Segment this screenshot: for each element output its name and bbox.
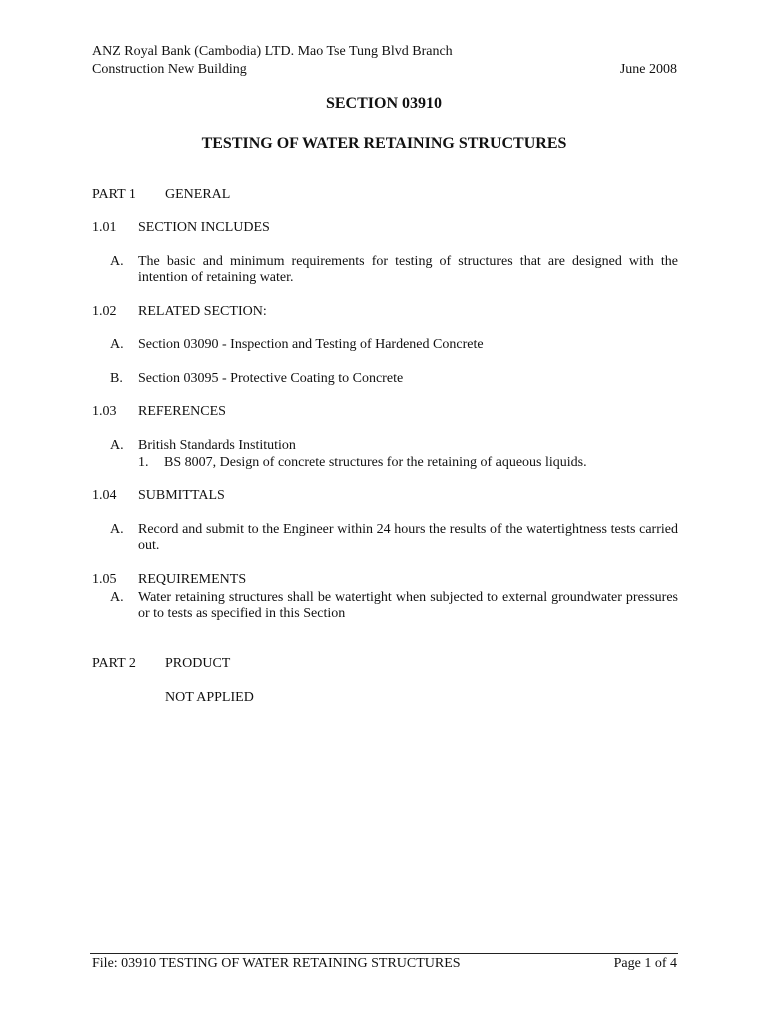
clause-1-03-subitem-1-number: 1.: [138, 455, 149, 470]
clause-1-01-item-a-text: The basic and minimum requirements for testing of structures that are designed with the intention of retaining water.: [138, 254, 678, 285]
part2-label: PRODUCT: [165, 656, 231, 671]
header-date: June 2008: [619, 62, 677, 77]
section-title: SECTION 03910: [325, 95, 443, 112]
clause-1-02-item-b-letter: B.: [110, 371, 123, 386]
clause-1-05-item-a-text: Water retaining structures shall be watertight when subjected to external groundwater pressures or to tests as specified in this Section: [138, 590, 678, 621]
footer-file: File: 03910 TESTING OF WATER RETAINING STRUCTURES: [92, 956, 461, 971]
clause-1-04-label: SUBMITTALS: [138, 488, 225, 503]
clause-1-01-label: SECTION INCLUDES: [138, 220, 270, 235]
clause-1-01-number: 1.01: [92, 220, 117, 235]
clause-1-05-label: REQUIREMENTS: [138, 572, 247, 587]
header-project: Construction New Building: [92, 62, 247, 77]
clause-1-04-item-a-text: Record and submit to the Engineer within 24 hours the results of the watertightness tests carried out.: [138, 522, 678, 553]
clause-1-02-label: RELATED SECTION:: [138, 304, 267, 319]
part1-number: PART 1: [92, 187, 136, 202]
clause-1-03-label: REFERENCES: [138, 404, 226, 419]
clause-1-03-number: 1.03: [92, 404, 117, 419]
clause-1-05-item-a-letter: A.: [110, 590, 124, 605]
clause-1-02-item-a-letter: A.: [110, 337, 124, 352]
clause-1-02-item-a-text: Section 03090 - Inspection and Testing of Hardened Concrete: [138, 337, 484, 352]
header-company: ANZ Royal Bank (Cambodia) LTD. Mao Tse Tung Blvd Branch: [92, 44, 453, 59]
clause-1-03-item-a-letter: A.: [110, 438, 124, 453]
clause-1-04-number: 1.04: [92, 488, 117, 503]
clause-1-02-item-b-text: Section 03095 - Protective Coating to Concrete: [138, 371, 404, 386]
clause-1-03-item-a-text: British Standards Institution: [138, 438, 296, 453]
part2-note: NOT APPLIED: [165, 690, 254, 705]
clause-1-01-item-a-letter: A.: [110, 254, 124, 269]
clause-1-03-subitem-1-text: BS 8007, Design of concrete structures for the retaining of aqueous liquids.: [164, 455, 587, 470]
clause-1-05-number: 1.05: [92, 572, 117, 587]
footer-rule: [90, 953, 678, 954]
footer-page-number: Page 1 of 4: [613, 956, 677, 971]
clause-1-02-number: 1.02: [92, 304, 117, 319]
part2-number: PART 2: [92, 656, 136, 671]
section-subtitle: TESTING OF WATER RETAINING STRUCTURES: [201, 135, 567, 152]
clause-1-04-item-a-letter: A.: [110, 522, 124, 537]
part1-label: GENERAL: [165, 187, 231, 202]
